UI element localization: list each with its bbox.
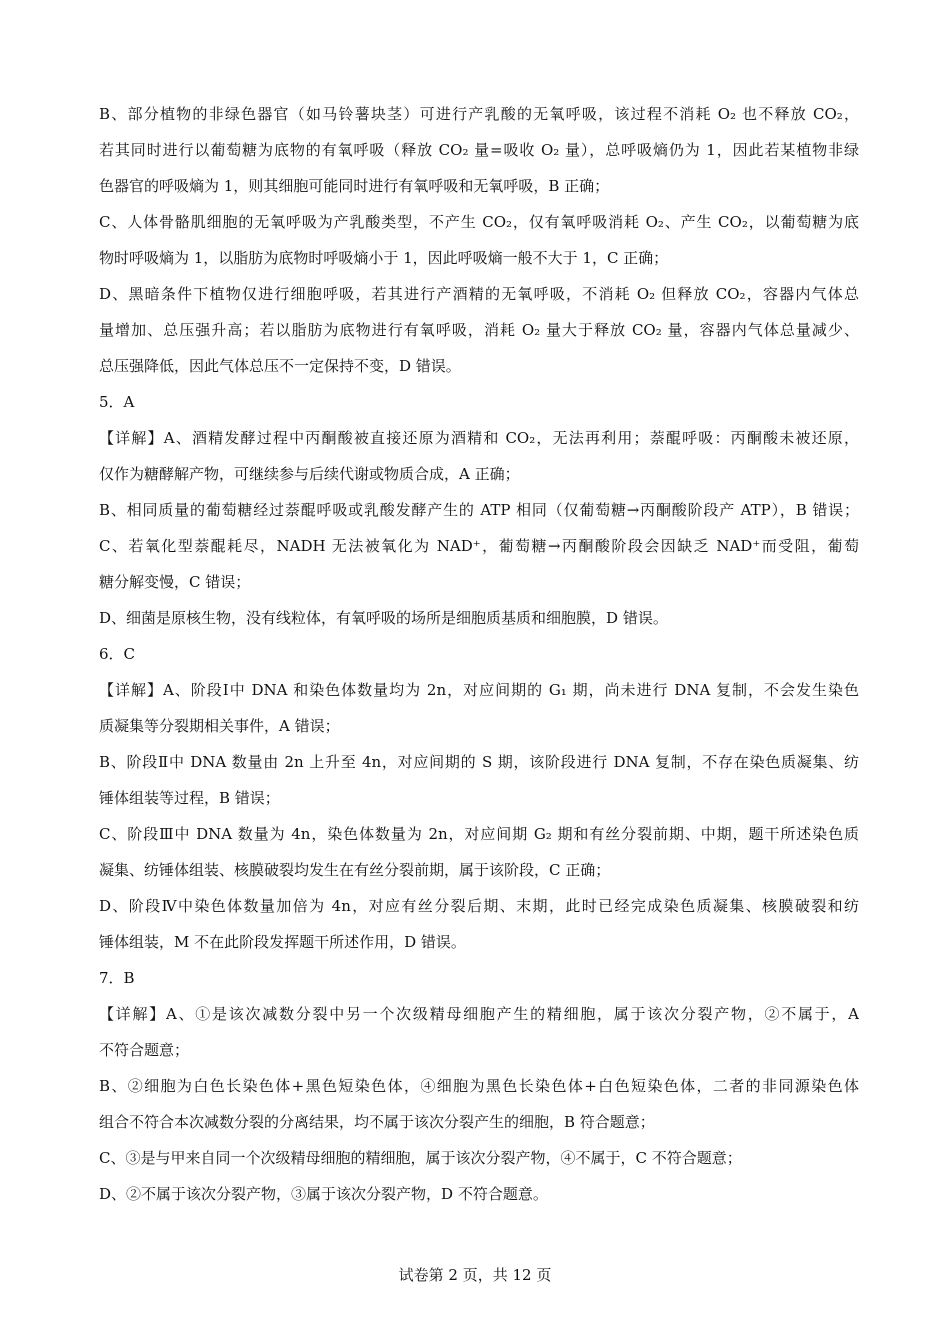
text-line: C、③是与甲来自同一个次级精母细胞的精细胞，属于该次分裂产物，④不属于，C 不符合题意； (99, 1149, 742, 1167)
text-line: 锤体组装等过程，B 错误； (99, 789, 280, 807)
text-line: C、若氧化型萘醌耗尽，NADH 无法被氧化为 NAD⁺，葡萄糖→丙酮酸阶段会因缺乏 NAD⁺而受阻，葡萄 (99, 537, 859, 555)
text-line: 糖分解变慢，C 错误； (99, 573, 251, 591)
text-line: 量增加、总压强升高；若以脂肪为底物进行有氧呼吸，消耗 O₂ 量大于释放 CO₂ 量，容器内气体总量减少、 (99, 321, 859, 339)
text-line: 不符合题意； (99, 1041, 190, 1059)
text-line: 凝集、纺锤体组装、核膜破裂均发生在有丝分裂前期，属于该阶段，C 正确； (99, 861, 611, 879)
text-line: D、细菌是原核生物，没有线粒体，有氧呼吸的场所是细胞质基质和细胞膜，D 错误。 (99, 609, 668, 627)
text-line: 【详解】A、酒精发酵过程中丙酮酸被直接还原为酒精和 CO₂，无法再利用；萘醌呼吸：丙酮酸未被还原， (99, 429, 859, 447)
text-line: 总压强降低，因此气体总压不一定保持不变，D 错误。 (99, 357, 461, 375)
text-line: 色器官的呼吸熵为 1，则其细胞可能同时进行有氧呼吸和无氧呼吸，B 正确； (99, 177, 610, 195)
text-line: D、黑暗条件下植物仅进行细胞呼吸，若其进行产酒精的无氧呼吸，不消耗 O₂ 但释放 CO₂，容器内气体总 (99, 285, 859, 303)
text-line: B、②细胞为白色长染色体+黑色短染色体，④细胞为黑色长染色体+白色短染色体，二者的非同源染色体 (99, 1077, 859, 1095)
text-line: C、阶段Ⅲ中 DNA 数量为 4n，染色体数量为 2n，对应间期 G₂ 期和有丝分裂前期、中期，题干所述染色质 (99, 825, 859, 843)
text-line: 仅作为糖酵解产物，可继续参与后续代谢或物质合成，A 正确； (99, 465, 520, 483)
text-line: 物时呼吸熵为 1，以脂肪为底物时呼吸熵小于 1，因此呼吸熵一般不大于 1，C 正确； (99, 249, 669, 267)
text-line: 质凝集等分裂期相关事件，A 错误； (99, 717, 340, 735)
text-line: D、阶段Ⅳ中染色体数量加倍为 4n，对应有丝分裂后期、末期，此时已经完成染色质凝集、核膜破裂和纺 (99, 897, 859, 915)
text-line: D、②不属于该次分裂产物，③属于该次分裂产物，D 不符合题意。 (99, 1185, 548, 1203)
text-line: B、部分植物的非绿色器官（如马铃薯块茎）可进行产乳酸的无氧呼吸，该过程不消耗 O₂ 也不释放 CO₂， (99, 105, 859, 123)
text-line: 组合不符合本次减数分裂的分离结果，均不属于该次分裂产生的细胞，B 符合题意； (99, 1113, 655, 1131)
text-line: 5．A (99, 393, 135, 411)
text-line: 【详解】A、阶段Ⅰ中 DNA 和染色体数量均为 2n，对应间期的 G₁ 期，尚未进行 DNA 复制，不会发生染色 (99, 681, 859, 699)
text-line: 【详解】A、①是该次减数分裂中另一个次级精母细胞产生的精细胞，属于该次分裂产物，②不属于，A (99, 1005, 859, 1023)
text-line: B、阶段Ⅱ中 DNA 数量由 2n 上升至 4n，对应间期的 S 期，该阶段进行 DNA 复制，不存在染色质凝集、纺 (99, 753, 859, 771)
text-line: B、相同质量的葡萄糖经过萘醌呼吸或乳酸发酵产生的 ATP 相同（仅葡萄糖→丙酮酸阶段产 ATP），B 错误； (99, 501, 859, 519)
text-line: 7．B (99, 969, 135, 987)
answer-text-body (99, 96, 859, 1212)
text-line: 若其同时进行以葡萄糖为底物的有氧呼吸（释放 CO₂ 量=吸收 O₂ 量），总呼吸熵仍为 1，因此若某植物非绿 (99, 141, 859, 159)
text-line: 6．C (99, 645, 136, 663)
page-footer: 试卷第 2 页，共 12 页 (398, 1266, 552, 1284)
text-line: 锤体组装，M 不在此阶段发挥题干所述作用，D 错误。 (99, 933, 466, 951)
text-line: C、人体骨骼肌细胞的无氧呼吸为产乳酸类型，不产生 CO₂，仅有氧呼吸消耗 O₂、产生 CO₂，以葡萄糖为底 (99, 213, 859, 231)
